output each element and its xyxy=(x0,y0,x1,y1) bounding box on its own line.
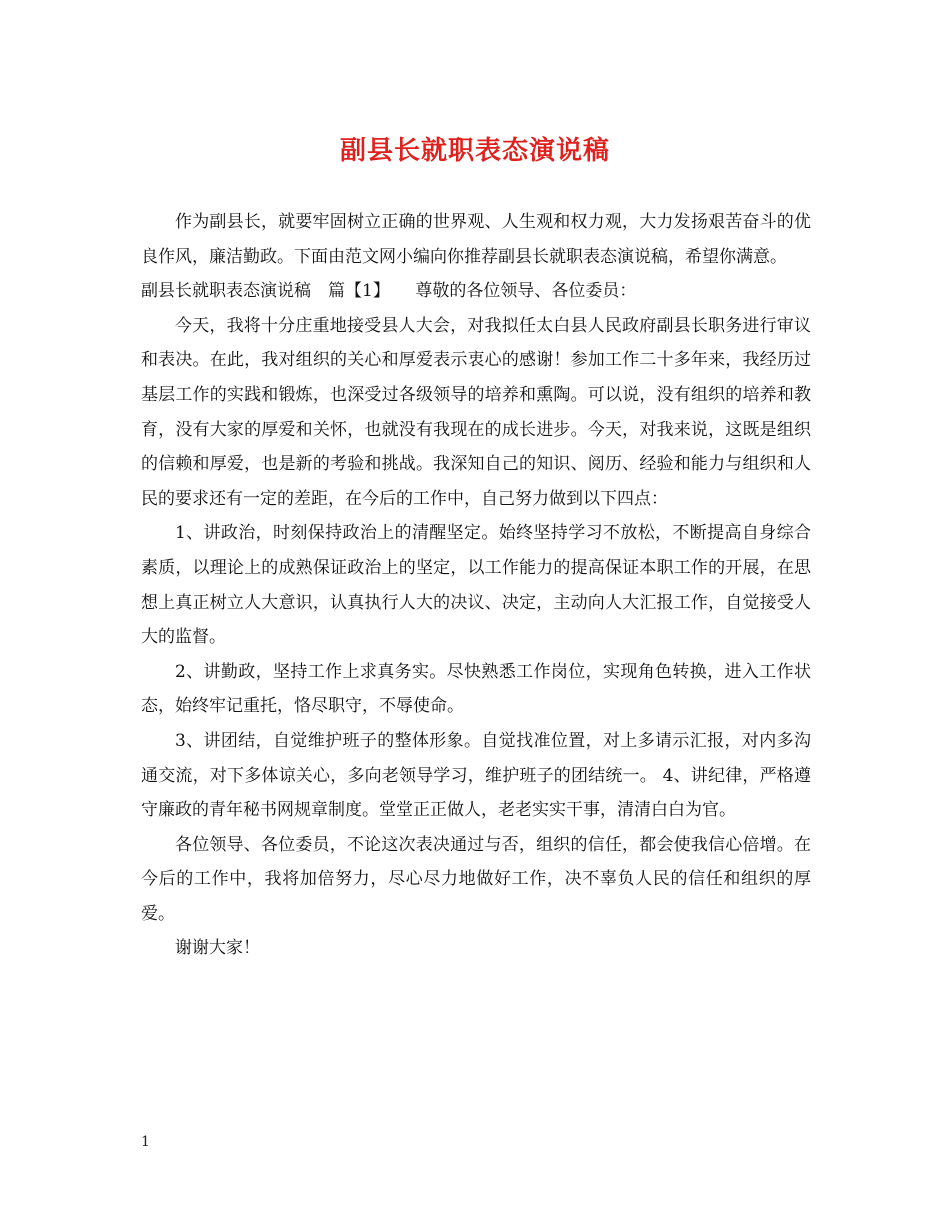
document-title: 副县长就职表态演说稿 xyxy=(339,136,610,166)
speech-paragraph-thanks: 谢谢大家！ xyxy=(175,938,260,959)
section-heading: 副县长就职表态演说稿 篇【1】 尊敬的各位领导、各位委员： xyxy=(141,281,637,302)
page-number: 1 xyxy=(141,1134,150,1150)
speech-paragraph-point-3-4: 3、讲团结，自觉维护班子的整体形象。自觉找准位置，对上多请示汇报，对内多沟通交流，对下多体谅关心，多向老领导学习，维护班子的团结统一。 4、讲纪律，严格遵守廉政的青年秘书网规章制度。堂堂正正做人，老老实实干事，清清白白为官。 xyxy=(141,730,811,821)
speech-paragraph-opening: 今天，我将十分庄重地接受县人大会，对我拟任太白县人民政府副县长职务进行审议和表决。在此，我对组织的关心和厚爱表示衷心的感谢！参加工作二十多年来，我经历过基层工作的实践和锻炼，也深受过各级领导的培养和熏陶。可以说，没有组织的培养和教育，没有大家的厚爱和关怀，也就没有我现在的成长进步。今天，对我来说，这既是组织的信赖和厚爱，也是新的考验和挑战。我深知自己的知识、阅历、经验和能力与组织和人民的要求还有一定的差距，在今后的工作中，自己努力做到以下四点： xyxy=(141,315,811,509)
document-body xyxy=(141,205,811,966)
intro-paragraph: 作为副县长，就要牢固树立正确的世界观、人生观和权力观，大力发扬艰苦奋斗的优良作风，廉洁勤政。下面由范文网小编向你推荐副县长就职表态演说稿，希望你满意。 xyxy=(141,212,811,267)
speech-paragraph-point-1: 1、讲政治，时刻保持政治上的清醒坚定。始终坚持学习不放松，不断提高自身综合素质，以理论上的成熟保证政治上的坚定，以工作能力的提高保证本职工作的开展，在思想上真正树立人大意识，认真执行人大的决议、决定，主动向人大汇报工作，自觉接受人大的监督。 xyxy=(141,523,811,648)
speech-paragraph-point-2: 2、讲勤政，坚持工作上求真务实。尽快熟悉工作岗位，实现角色转换，进入工作状态，始终牢记重托，恪尽职守，不辱使命。 xyxy=(141,661,811,717)
speech-paragraph-closing: 各位领导、各位委员，不论这次表决通过与否，组织的信任，都会使我信心倍增。在今后的工作中，我将加倍努力，尽心尽力地做好工作，决不辜负人民的信任和组织的厚爱。 xyxy=(141,834,811,924)
